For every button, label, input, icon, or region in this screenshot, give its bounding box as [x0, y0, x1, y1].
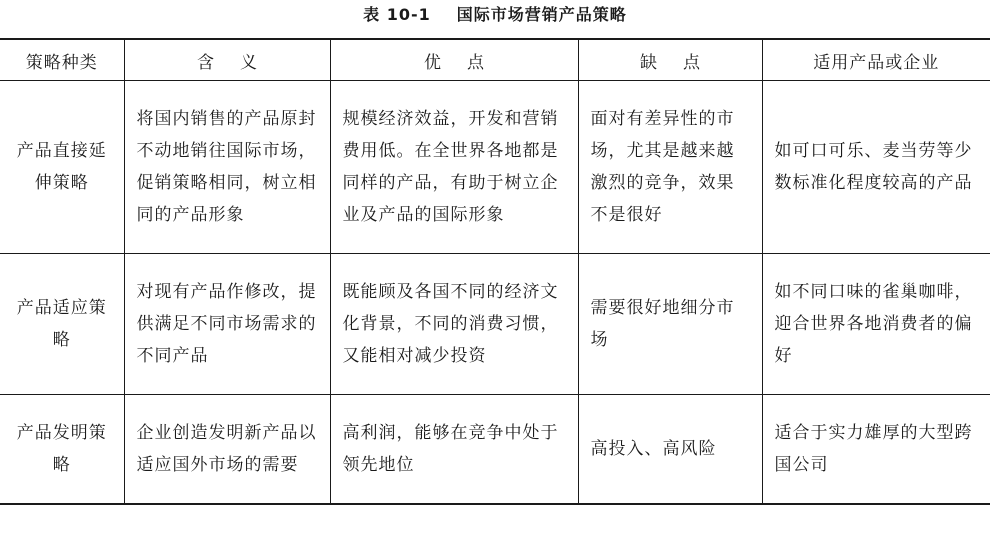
disadvantages-cell: 面对有差异性的市场，尤其是越来越激烈的竞争，效果不是很好 [578, 81, 762, 254]
advantages-cell: 高利润，能够在竞争中处于领先地位 [330, 395, 578, 505]
header-disadvantages [578, 39, 762, 81]
strategy-table [0, 38, 990, 505]
header-disadvantages-label: 缺点 [640, 52, 726, 73]
header-strategy-type: 策略种类 [25, 52, 98, 73]
meaning-cell: 企业创造发明新产品以适应国外市场的需要 [124, 395, 330, 505]
applicable-cell: 如不同口味的雀巢咖啡，迎合世界各地消费者的偏好 [762, 254, 990, 395]
meaning-cell: 将国内销售的产品原封不动地销往国际市场，促销策略相同，树立相同的产品形象 [124, 81, 330, 254]
table-header-row [0, 39, 990, 81]
header-meaning-label: 含义 [197, 52, 283, 73]
table-row [0, 254, 990, 395]
table-row [0, 395, 990, 505]
strategy-cell: 产品发明策略 [16, 423, 107, 475]
header-advantages [330, 39, 578, 81]
header-applicable: 适用产品或企业 [762, 39, 990, 81]
table-row [0, 81, 990, 254]
advantages-cell: 既能顾及各国不同的经济文化背景，不同的消费习惯，又能相对减少投资 [330, 254, 578, 395]
table-title: 国际市场营销产品策略 [456, 5, 627, 24]
header-advantages-label: 优点 [424, 52, 510, 73]
strategy-cell: 产品适应策略 [16, 298, 107, 350]
applicable-cell: 如可口可乐、麦当劳等少数标准化程度较高的产品 [762, 81, 990, 254]
applicable-cell: 适合于实力雄厚的大型跨国公司 [762, 395, 990, 505]
disadvantages-cell: 高投入、高风险 [578, 395, 762, 505]
table-caption [0, 4, 990, 26]
advantages-cell: 规模经济效益，开发和营销费用低。在全世界各地都是同样的产品，有助于树立企业及产品的国际形象 [330, 81, 578, 254]
strategy-cell: 产品直接延伸策略 [16, 141, 107, 193]
header-meaning [124, 39, 330, 81]
disadvantages-cell: 需要很好地细分市场 [578, 254, 762, 395]
table-number: 表 10-1 [363, 5, 431, 24]
meaning-cell: 对现有产品作修改，提供满足不同市场需求的不同产品 [124, 254, 330, 395]
